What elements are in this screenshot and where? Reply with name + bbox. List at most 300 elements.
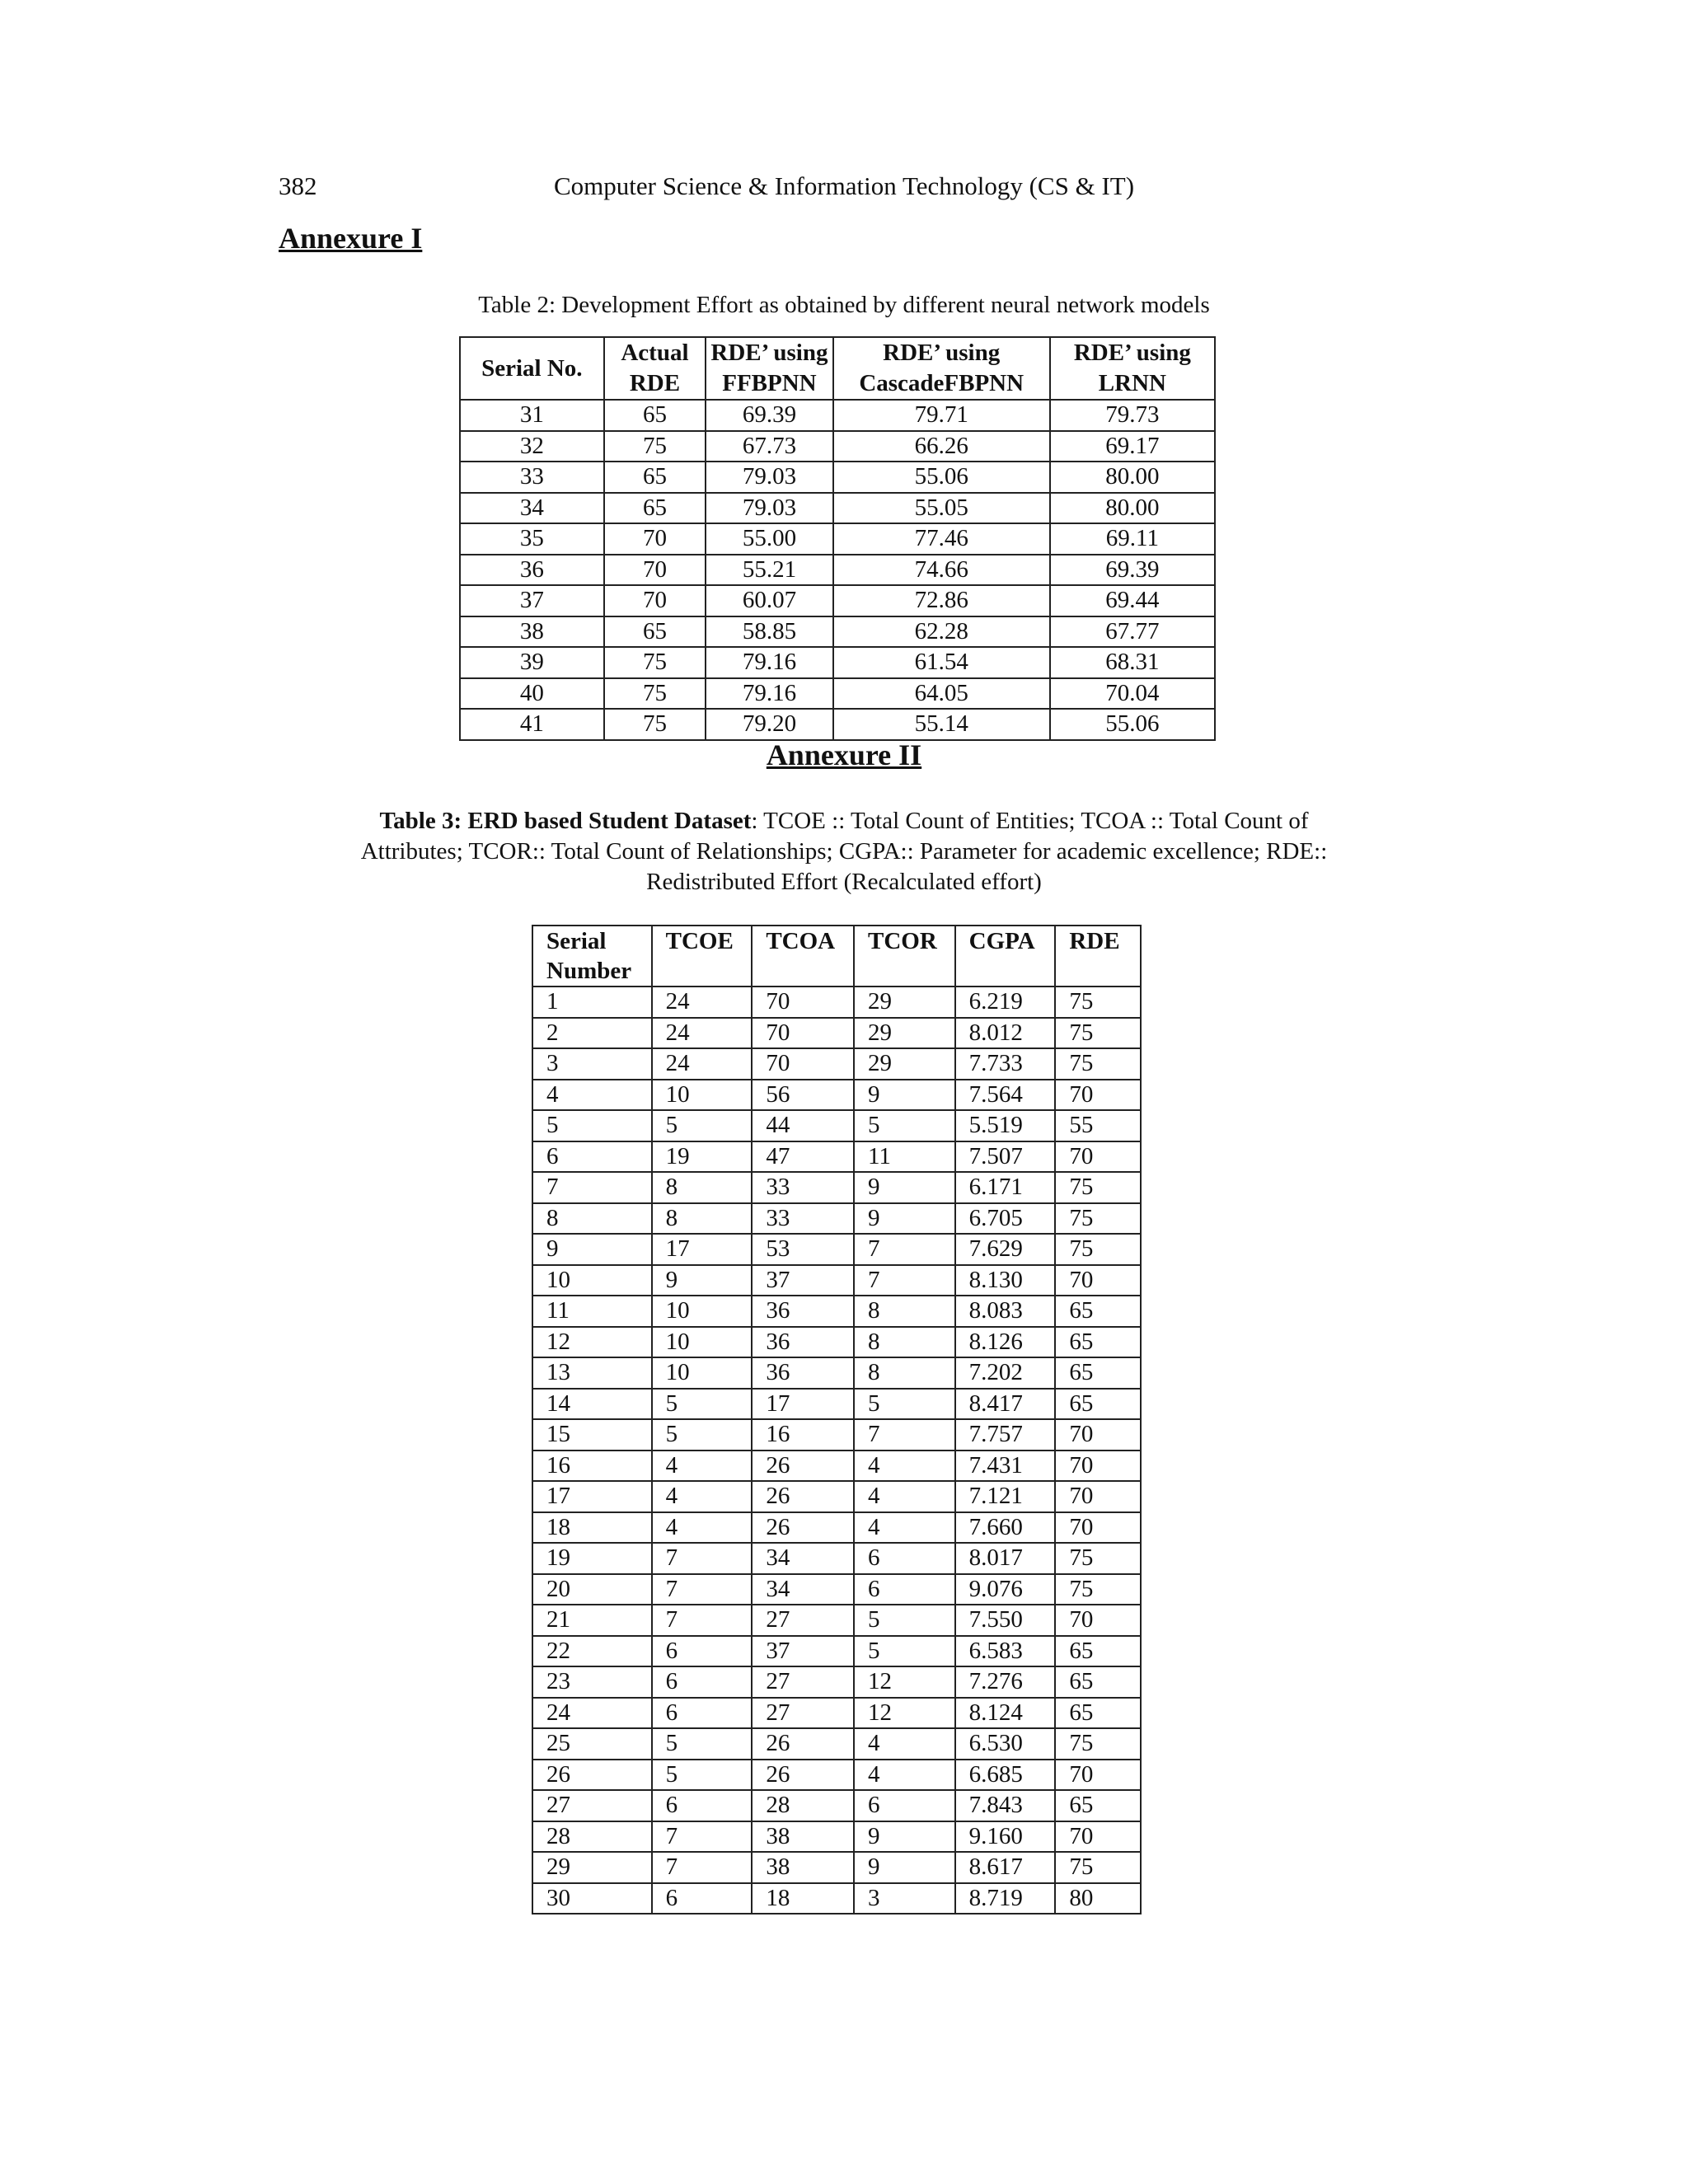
table-3-cell: 70 bbox=[752, 1018, 854, 1049]
table-3-cell: 10 bbox=[652, 1327, 753, 1358]
table-2-cell: 75 bbox=[604, 431, 706, 462]
table-3-cell: 8 bbox=[854, 1327, 955, 1358]
table-3-cell: 22 bbox=[532, 1636, 652, 1667]
table-3-cell: 6.171 bbox=[955, 1172, 1056, 1203]
table-3-cell: 29 bbox=[854, 1018, 955, 1049]
table-3-cell: 6 bbox=[652, 1636, 753, 1667]
table-3-cell: 7 bbox=[652, 1852, 753, 1883]
table-2-cell: 65 bbox=[604, 400, 706, 431]
table-3-cell: 15 bbox=[532, 1419, 652, 1451]
table-3-cell: 70 bbox=[1055, 1080, 1141, 1111]
table-3-row bbox=[532, 1265, 1141, 1296]
table-3-cell: 56 bbox=[752, 1080, 854, 1111]
table-2 bbox=[459, 336, 1216, 741]
table-3-cell: 4 bbox=[652, 1451, 753, 1482]
table-3-cell: 8 bbox=[532, 1203, 652, 1235]
table-3-column-header-line: TCOA bbox=[766, 928, 836, 954]
table-2-cell: 79.03 bbox=[706, 462, 832, 493]
table-3-cell: 55 bbox=[1055, 1110, 1141, 1141]
table-2-cell: 79.03 bbox=[706, 493, 832, 524]
table-3-cell: 6.685 bbox=[955, 1760, 1056, 1791]
table-3-cell: 70 bbox=[1055, 1265, 1141, 1296]
table-3-row bbox=[532, 1080, 1141, 1111]
table-3-cell: 21 bbox=[532, 1605, 652, 1636]
table-2-cell: 69.39 bbox=[1050, 555, 1215, 586]
table-3-cell: 17 bbox=[752, 1389, 854, 1420]
annexure-2-heading-text: Annexure II bbox=[766, 738, 922, 771]
table-3-cell: 65 bbox=[1055, 1389, 1141, 1420]
table-3-cell: 7.733 bbox=[955, 1048, 1056, 1080]
table-3-row bbox=[532, 1048, 1141, 1080]
table-3-cell: 7 bbox=[854, 1265, 955, 1296]
table-2-column-header bbox=[604, 337, 706, 400]
table-3-cell: 12 bbox=[854, 1698, 955, 1729]
table-3-row bbox=[532, 1141, 1141, 1173]
table-3-cell: 70 bbox=[1055, 1605, 1141, 1636]
table-3-cell: 3 bbox=[532, 1048, 652, 1080]
table-2-cell: 35 bbox=[460, 523, 604, 555]
table-3-cell: 8 bbox=[854, 1296, 955, 1327]
table-2-column-header-line: FFBPNN bbox=[722, 370, 817, 396]
table-2-cell: 79.16 bbox=[706, 678, 832, 710]
table-3-cell: 65 bbox=[1055, 1636, 1141, 1667]
table-3-cell: 19 bbox=[652, 1141, 753, 1173]
table-3-cell: 5 bbox=[652, 1419, 753, 1451]
table-3-cell: 7 bbox=[652, 1821, 753, 1853]
table-3-cell: 6.705 bbox=[955, 1203, 1056, 1235]
table-3-cell: 5 bbox=[854, 1605, 955, 1636]
table-2-row bbox=[460, 678, 1215, 710]
table-2-cell: 70 bbox=[604, 585, 706, 616]
table-2-row bbox=[460, 462, 1215, 493]
table-3-cell: 7.121 bbox=[955, 1481, 1056, 1512]
table-3-cell: 70 bbox=[1055, 1481, 1141, 1512]
table-3-cell: 33 bbox=[752, 1172, 854, 1203]
table-2-cell: 62.28 bbox=[833, 616, 1050, 648]
table-3-cell: 24 bbox=[532, 1698, 652, 1729]
table-3-row bbox=[532, 1666, 1141, 1698]
table-2-column-header bbox=[460, 337, 604, 400]
table-3-cell: 6 bbox=[854, 1543, 955, 1574]
table-2-cell: 39 bbox=[460, 647, 604, 678]
table-3-caption bbox=[0, 806, 1688, 898]
table-3-caption-line-1-rest: : TCOE :: Total Count of Entities; TCOA :: Total Count of bbox=[751, 808, 1309, 834]
table-2-cell: 75 bbox=[604, 678, 706, 710]
table-3-cell: 7 bbox=[854, 1234, 955, 1265]
table-3-row bbox=[532, 1698, 1141, 1729]
table-3-row bbox=[532, 1883, 1141, 1915]
table-2-column-header-line: Actual bbox=[621, 340, 689, 366]
table-3-cell: 7 bbox=[652, 1605, 753, 1636]
table-2-column-header-line: RDE’ using bbox=[883, 340, 1001, 366]
table-3-cell: 6 bbox=[652, 1790, 753, 1821]
table-3-cell: 11 bbox=[854, 1141, 955, 1173]
table-3-cell: 5 bbox=[854, 1110, 955, 1141]
table-3-row bbox=[532, 1203, 1141, 1235]
table-2-cell: 79.20 bbox=[706, 709, 832, 740]
table-3-cell: 2 bbox=[532, 1018, 652, 1049]
table-2-row bbox=[460, 616, 1215, 648]
table-2-column-header-line: RDE bbox=[629, 370, 681, 396]
table-3-cell: 6.583 bbox=[955, 1636, 1056, 1667]
table-2-column-header bbox=[706, 337, 832, 400]
running-header: Computer Science & Information Technology (CS & IT) bbox=[553, 171, 1135, 200]
table-3-cell: 10 bbox=[652, 1357, 753, 1389]
table-2-cell: 67.73 bbox=[706, 431, 832, 462]
table-3-column-header-line: Serial bbox=[546, 928, 607, 954]
table-3-cell: 20 bbox=[532, 1574, 652, 1605]
table-3-column-header bbox=[752, 926, 854, 987]
table-2-column-header-line: LRNN bbox=[1098, 370, 1166, 396]
table-3-cell: 70 bbox=[1055, 1760, 1141, 1791]
table-3-column-header bbox=[652, 926, 753, 987]
table-3-cell: 8.130 bbox=[955, 1265, 1056, 1296]
table-3-cell: 25 bbox=[532, 1728, 652, 1760]
table-3-row bbox=[532, 1543, 1141, 1574]
table-3-cell: 65 bbox=[1055, 1698, 1141, 1729]
table-2-column-header-line: Serial No. bbox=[481, 354, 583, 382]
table-3-cell: 13 bbox=[532, 1357, 652, 1389]
table-3-cell: 18 bbox=[752, 1883, 854, 1915]
table-3-cell: 38 bbox=[752, 1821, 854, 1853]
table-3-cell: 5 bbox=[854, 1636, 955, 1667]
table-3-cell: 27 bbox=[752, 1698, 854, 1729]
table-2-column-header-line: RDE’ using bbox=[710, 340, 828, 366]
table-3-cell: 9 bbox=[854, 1172, 955, 1203]
table-2-cell: 41 bbox=[460, 709, 604, 740]
table-3-caption-line-2: Attributes; TCOR:: Total Count of Relationships; CGPA:: Parameter for academic excellence; RDE:: bbox=[360, 838, 1328, 865]
table-2-cell: 55.06 bbox=[833, 462, 1050, 493]
table-2-cell: 37 bbox=[460, 585, 604, 616]
table-3-cell: 65 bbox=[1055, 1357, 1141, 1389]
table-2-row bbox=[460, 585, 1215, 616]
table-3-row bbox=[532, 1605, 1141, 1636]
table-3-row bbox=[532, 1419, 1141, 1451]
table-3-cell: 70 bbox=[752, 987, 854, 1018]
table-3-cell: 44 bbox=[752, 1110, 854, 1141]
table-3-cell: 65 bbox=[1055, 1296, 1141, 1327]
table-3-cell: 4 bbox=[854, 1760, 955, 1791]
table-3-cell: 24 bbox=[652, 1048, 753, 1080]
table-3-cell: 5 bbox=[652, 1760, 753, 1791]
table-3-cell: 12 bbox=[854, 1666, 955, 1698]
table-3-cell: 33 bbox=[752, 1203, 854, 1235]
table-3-row bbox=[532, 1790, 1141, 1821]
table-3-cell: 75 bbox=[1055, 987, 1141, 1018]
table-3-cell: 8 bbox=[854, 1357, 955, 1389]
table-2-cell: 38 bbox=[460, 616, 604, 648]
table-3-cell: 7.757 bbox=[955, 1419, 1056, 1451]
table-2-cell: 70 bbox=[604, 555, 706, 586]
table-3-cell: 26 bbox=[752, 1451, 854, 1482]
table-3-cell: 9 bbox=[854, 1080, 955, 1111]
table-3-row bbox=[532, 1512, 1141, 1544]
table-3-cell: 28 bbox=[532, 1821, 652, 1853]
table-2-cell: 74.66 bbox=[833, 555, 1050, 586]
table-3-cell: 16 bbox=[532, 1451, 652, 1482]
table-2-row bbox=[460, 555, 1215, 586]
table-2-cell: 70.04 bbox=[1050, 678, 1215, 710]
table-2-caption: Table 2: Development Effort as obtained by different neural network models bbox=[478, 292, 1210, 318]
table-3-cell: 37 bbox=[752, 1636, 854, 1667]
table-3-cell: 10 bbox=[652, 1080, 753, 1111]
table-3-cell: 47 bbox=[752, 1141, 854, 1173]
table-2-cell: 67.77 bbox=[1050, 616, 1215, 648]
table-2-cell: 77.46 bbox=[833, 523, 1050, 555]
table-3-cell: 7 bbox=[854, 1419, 955, 1451]
table-3-cell: 26 bbox=[752, 1481, 854, 1512]
table-3-cell: 70 bbox=[1055, 1141, 1141, 1173]
table-3-cell: 9 bbox=[652, 1265, 753, 1296]
table-3-row bbox=[532, 1760, 1141, 1791]
table-3-column-header-line: CGPA bbox=[968, 928, 1035, 954]
table-3-row bbox=[532, 1357, 1141, 1389]
table-3-column-header-line: TCOE bbox=[665, 928, 734, 954]
table-3-row bbox=[532, 1110, 1141, 1141]
table-2-cell: 58.85 bbox=[706, 616, 832, 648]
table-3-column-header bbox=[532, 926, 652, 987]
table-3-row bbox=[532, 1172, 1141, 1203]
table-3-cell: 4 bbox=[854, 1512, 955, 1544]
table-2-cell: 55.05 bbox=[833, 493, 1050, 524]
table-2-header bbox=[460, 337, 1215, 400]
table-3-cell: 8.017 bbox=[955, 1543, 1056, 1574]
table-3-cell: 34 bbox=[752, 1543, 854, 1574]
table-3-cell: 6.530 bbox=[955, 1728, 1056, 1760]
table-3-row bbox=[532, 1636, 1141, 1667]
table-3-cell: 23 bbox=[532, 1666, 652, 1698]
table-3-cell: 27 bbox=[532, 1790, 652, 1821]
table-2-cell: 33 bbox=[460, 462, 604, 493]
table-2-cell: 55.14 bbox=[833, 709, 1050, 740]
table-2-cell: 65 bbox=[604, 616, 706, 648]
table-2-body bbox=[460, 400, 1215, 740]
table-2-row bbox=[460, 431, 1215, 462]
table-3-cell: 24 bbox=[652, 1018, 753, 1049]
table-2-cell: 40 bbox=[460, 678, 604, 710]
table-3-row bbox=[532, 1852, 1141, 1883]
table-3-cell: 9.160 bbox=[955, 1821, 1056, 1853]
table-3-cell: 4 bbox=[854, 1451, 955, 1482]
table-3-cell: 4 bbox=[854, 1728, 955, 1760]
table-3-cell: 75 bbox=[1055, 1852, 1141, 1883]
table-3-body bbox=[532, 987, 1141, 1914]
table-3-caption-title: Table 3: ERD based Student Dataset bbox=[379, 808, 752, 834]
table-3-cell: 7.431 bbox=[955, 1451, 1056, 1482]
table-3-cell: 8 bbox=[652, 1203, 753, 1235]
table-2-cell: 66.26 bbox=[833, 431, 1050, 462]
table-3-cell: 53 bbox=[752, 1234, 854, 1265]
table-3-cell: 8.124 bbox=[955, 1698, 1056, 1729]
table-2-column-header bbox=[1050, 337, 1215, 400]
table-3-cell: 80 bbox=[1055, 1883, 1141, 1915]
table-3-cell: 8.719 bbox=[955, 1883, 1056, 1915]
table-3-cell: 26 bbox=[752, 1512, 854, 1544]
table-3-cell: 17 bbox=[652, 1234, 753, 1265]
table-3-row bbox=[532, 1728, 1141, 1760]
table-3-cell: 9 bbox=[854, 1821, 955, 1853]
table-3-cell: 11 bbox=[532, 1296, 652, 1327]
table-3-cell: 70 bbox=[1055, 1451, 1141, 1482]
table-3-cell: 7.564 bbox=[955, 1080, 1056, 1111]
table-3-cell: 38 bbox=[752, 1852, 854, 1883]
table-3-row bbox=[532, 1451, 1141, 1482]
table-2-cell: 80.00 bbox=[1050, 493, 1215, 524]
table-3-row bbox=[532, 1234, 1141, 1265]
table-3-cell: 7.507 bbox=[955, 1141, 1056, 1173]
annexure-2-heading bbox=[0, 738, 1688, 772]
table-3-cell: 8.126 bbox=[955, 1327, 1056, 1358]
table-2-column-header-line: CascadeFBPNN bbox=[859, 370, 1025, 396]
table-3-row bbox=[532, 1574, 1141, 1605]
table-3 bbox=[532, 925, 1142, 1915]
table-3-cell: 75 bbox=[1055, 1728, 1141, 1760]
table-3-cell: 27 bbox=[752, 1666, 854, 1698]
table-3-column-header bbox=[854, 926, 955, 987]
table-3-cell: 70 bbox=[1055, 1512, 1141, 1544]
table-2-row bbox=[460, 709, 1215, 740]
table-3-cell: 4 bbox=[532, 1080, 652, 1111]
table-2-cell: 72.86 bbox=[833, 585, 1050, 616]
table-3-cell: 5 bbox=[652, 1110, 753, 1141]
table-3-cell: 28 bbox=[752, 1790, 854, 1821]
table-3-row bbox=[532, 987, 1141, 1018]
table-3-cell: 7.629 bbox=[955, 1234, 1056, 1265]
table-2-cell: 79.16 bbox=[706, 647, 832, 678]
table-2-cell: 55.06 bbox=[1050, 709, 1215, 740]
table-3-cell: 6 bbox=[652, 1883, 753, 1915]
table-3-cell: 8.617 bbox=[955, 1852, 1056, 1883]
table-3-cell: 9 bbox=[532, 1234, 652, 1265]
table-2-cell: 55.00 bbox=[706, 523, 832, 555]
table-3-cell: 36 bbox=[752, 1296, 854, 1327]
table-2-cell: 80.00 bbox=[1050, 462, 1215, 493]
table-3-cell: 6 bbox=[854, 1790, 955, 1821]
table-3-cell: 4 bbox=[652, 1481, 753, 1512]
table-2-cell: 61.54 bbox=[833, 647, 1050, 678]
table-3-cell: 70 bbox=[752, 1048, 854, 1080]
table-3-cell: 10 bbox=[532, 1265, 652, 1296]
table-3-cell: 27 bbox=[752, 1605, 854, 1636]
table-3-cell: 5 bbox=[532, 1110, 652, 1141]
table-3-cell: 26 bbox=[752, 1760, 854, 1791]
table-2-cell: 55.21 bbox=[706, 555, 832, 586]
table-3-cell: 6.219 bbox=[955, 987, 1056, 1018]
table-3-cell: 7 bbox=[652, 1574, 753, 1605]
table-3-cell: 8.083 bbox=[955, 1296, 1056, 1327]
table-3-cell: 7.660 bbox=[955, 1512, 1056, 1544]
table-3-cell: 5 bbox=[652, 1728, 753, 1760]
table-3-cell: 4 bbox=[854, 1481, 955, 1512]
table-3-cell: 75 bbox=[1055, 1048, 1141, 1080]
table-3-cell: 6 bbox=[532, 1141, 652, 1173]
table-2-row bbox=[460, 523, 1215, 555]
table-2-cell: 34 bbox=[460, 493, 604, 524]
table-2-row bbox=[460, 647, 1215, 678]
table-3-cell: 1 bbox=[532, 987, 652, 1018]
table-3-cell: 29 bbox=[532, 1852, 652, 1883]
table-2-cell: 75 bbox=[604, 709, 706, 740]
table-3-cell: 14 bbox=[532, 1389, 652, 1420]
table-3-cell: 9 bbox=[854, 1203, 955, 1235]
table-2-column-header bbox=[833, 337, 1050, 400]
table-2-header-row bbox=[460, 337, 1215, 400]
table-3-cell: 5.519 bbox=[955, 1110, 1056, 1141]
table-3-cell: 75 bbox=[1055, 1574, 1141, 1605]
table-3-cell: 18 bbox=[532, 1512, 652, 1544]
table-2-cell: 31 bbox=[460, 400, 604, 431]
table-3-cell: 7 bbox=[532, 1172, 652, 1203]
table-3-cell: 16 bbox=[752, 1419, 854, 1451]
table-3-cell: 8.012 bbox=[955, 1018, 1056, 1049]
table-3-cell: 6 bbox=[854, 1574, 955, 1605]
table-3-cell: 7 bbox=[652, 1543, 753, 1574]
table-3-cell: 5 bbox=[854, 1389, 955, 1420]
table-3-cell: 65 bbox=[1055, 1790, 1141, 1821]
table-2-cell: 69.44 bbox=[1050, 585, 1215, 616]
table-3-cell: 70 bbox=[1055, 1419, 1141, 1451]
table-3-column-header-line: Number bbox=[546, 958, 632, 984]
table-3-column-header bbox=[955, 926, 1056, 987]
table-3-cell: 36 bbox=[752, 1357, 854, 1389]
table-2-row bbox=[460, 493, 1215, 524]
table-3-row bbox=[532, 1018, 1141, 1049]
table-2-cell: 70 bbox=[604, 523, 706, 555]
table-3-cell: 29 bbox=[854, 987, 955, 1018]
table-3-cell: 34 bbox=[752, 1574, 854, 1605]
table-3-cell: 9 bbox=[854, 1852, 955, 1883]
table-3-cell: 17 bbox=[532, 1481, 652, 1512]
table-3-row bbox=[532, 1389, 1141, 1420]
table-2-cell: 69.39 bbox=[706, 400, 832, 431]
table-3-row bbox=[532, 1821, 1141, 1853]
table-3-caption-line-1 bbox=[0, 806, 1688, 837]
table-2-cell: 64.05 bbox=[833, 678, 1050, 710]
table-2-cell: 79.73 bbox=[1050, 400, 1215, 431]
table-3-row bbox=[532, 1327, 1141, 1358]
table-3-cell: 36 bbox=[752, 1327, 854, 1358]
table-2-cell: 75 bbox=[604, 647, 706, 678]
table-2-cell: 36 bbox=[460, 555, 604, 586]
table-3-cell: 65 bbox=[1055, 1666, 1141, 1698]
table-3-cell: 24 bbox=[652, 987, 753, 1018]
table-3-cell: 70 bbox=[1055, 1821, 1141, 1853]
table-2-cell: 65 bbox=[604, 462, 706, 493]
table-2-cell: 32 bbox=[460, 431, 604, 462]
table-3-cell: 65 bbox=[1055, 1327, 1141, 1358]
table-3-cell: 75 bbox=[1055, 1234, 1141, 1265]
table-3-cell: 30 bbox=[532, 1883, 652, 1915]
table-3-cell: 8.417 bbox=[955, 1389, 1056, 1420]
table-3-cell: 10 bbox=[652, 1296, 753, 1327]
table-3-cell: 7.843 bbox=[955, 1790, 1056, 1821]
table-3-cell: 3 bbox=[854, 1883, 955, 1915]
table-3-cell: 4 bbox=[652, 1512, 753, 1544]
table-3-column-header-line: TCOR bbox=[867, 928, 937, 954]
table-3-cell: 5 bbox=[652, 1389, 753, 1420]
table-3-header bbox=[532, 926, 1141, 987]
table-3-cell: 26 bbox=[532, 1760, 652, 1791]
table-3-cell: 75 bbox=[1055, 1203, 1141, 1235]
table-2-cell: 60.07 bbox=[706, 585, 832, 616]
table-3-cell: 7.550 bbox=[955, 1605, 1056, 1636]
table-3-cell: 6 bbox=[652, 1666, 753, 1698]
table-3-header-row bbox=[532, 926, 1141, 987]
table-3-caption-line-3: Redistributed Effort (Recalculated effort) bbox=[646, 869, 1042, 895]
table-3-cell: 8 bbox=[652, 1172, 753, 1203]
table-2-cell: 79.71 bbox=[833, 400, 1050, 431]
table-3-cell: 75 bbox=[1055, 1018, 1141, 1049]
